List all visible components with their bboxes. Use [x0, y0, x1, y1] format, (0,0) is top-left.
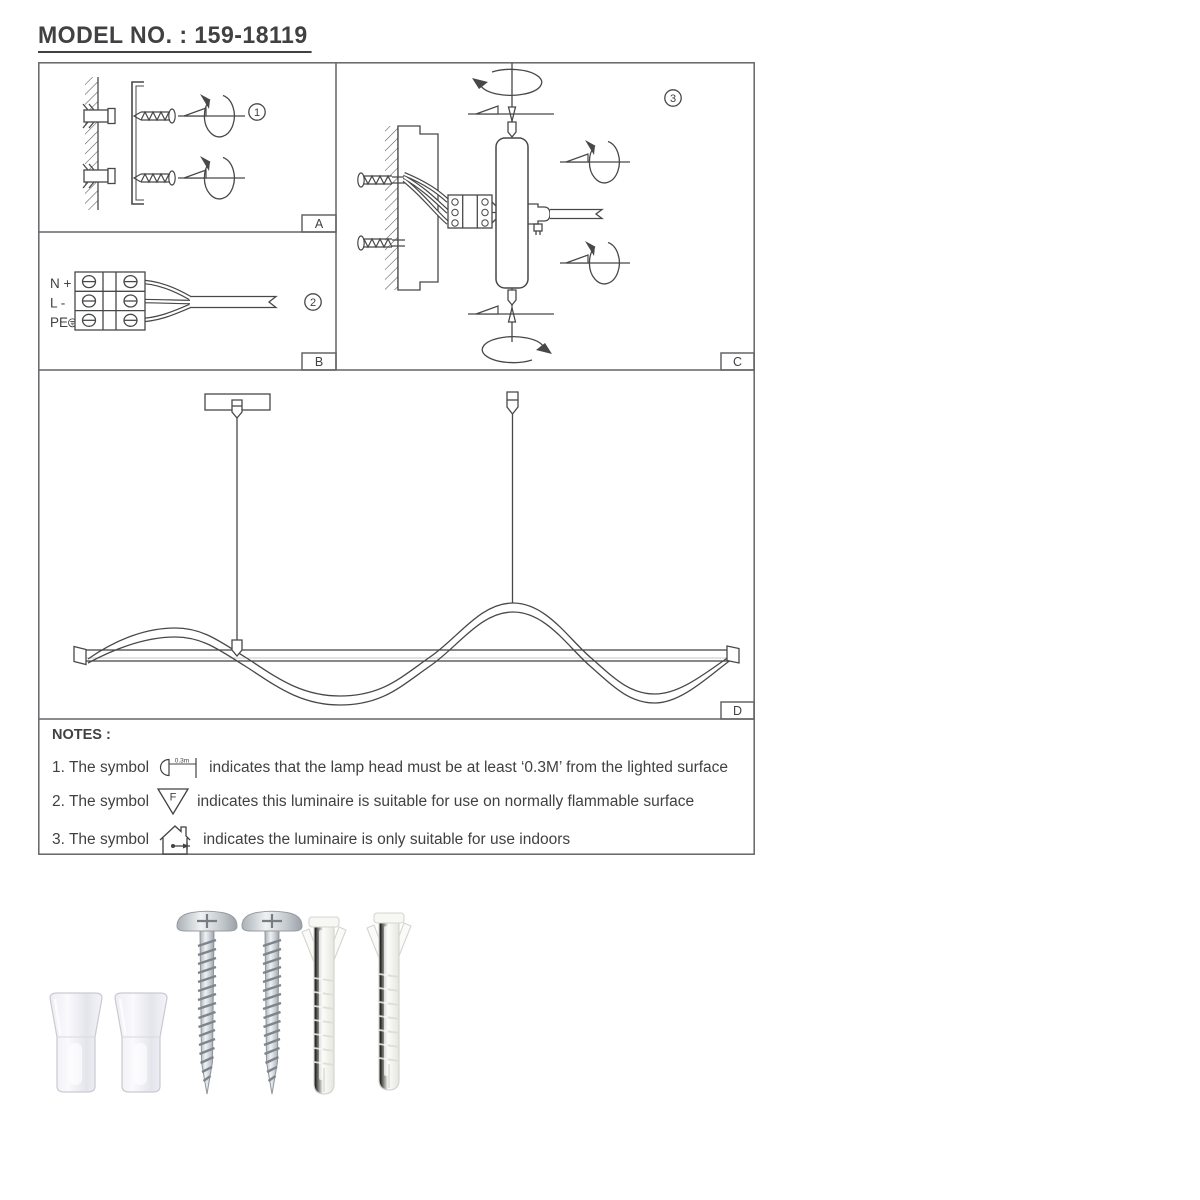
panel-b [50, 272, 321, 330]
screw-icon [134, 171, 175, 185]
rotate-arrow-icon [472, 69, 542, 95]
wire-connector [50, 993, 102, 1092]
step-1-badge [249, 104, 265, 120]
cord-grip [528, 204, 550, 235]
insert-arrow-icon [566, 154, 588, 162]
model-number-title: MODEL NO. : 159-18119 [38, 22, 311, 53]
supply-cable [550, 210, 602, 219]
panel-d-label: D [732, 704, 743, 718]
indoor-use-icon [156, 823, 196, 856]
svg-text:2: 2 [309, 297, 317, 309]
svg-text:3: 3 [669, 93, 677, 105]
cord-connector [508, 290, 516, 305]
step-3-badge [665, 90, 681, 106]
lamp-distance-icon [156, 756, 202, 780]
insert-arrow-icon [184, 170, 206, 178]
insert-arrow-icon [476, 306, 498, 314]
supply-cable [190, 297, 276, 308]
notes-section [52, 727, 744, 863]
wall-anchor [302, 917, 346, 1094]
svg-text:1: 1 [253, 107, 261, 119]
note-prefix: 1. The symbol [52, 759, 150, 776]
panel-a-label: A [314, 217, 324, 231]
mounting-bracket [132, 82, 144, 204]
mounting-screw [242, 911, 302, 1094]
note-item [52, 823, 744, 856]
terminal-block [75, 272, 145, 330]
lamp-bar [74, 646, 739, 665]
panel-c-label: C [732, 355, 743, 369]
cord-connector [507, 392, 518, 414]
pendant-canopy [496, 138, 528, 288]
wave-light-tube [88, 603, 732, 705]
terminal-label-neutral: N + [50, 276, 72, 291]
cord-connector [508, 122, 516, 137]
hardware-parts [40, 898, 420, 1103]
wall-hatch [85, 77, 98, 210]
wall-hatch [385, 126, 398, 290]
terminal-label-earth: PE [50, 314, 69, 330]
note-suffix: indicates that the lamp head must be at least ‘0.3M’ from the lighted surface [209, 759, 729, 776]
mounting-screw [177, 911, 237, 1094]
svg-text:0.3m: 0.3m [174, 757, 190, 765]
notes-heading: NOTES : [52, 727, 111, 743]
wall-anchor [367, 913, 411, 1090]
insert-arrow-icon [184, 108, 206, 116]
insert-arrow-icon [566, 255, 588, 263]
cord-connector [232, 400, 242, 418]
wire-connector [115, 993, 167, 1092]
note-item [52, 787, 744, 816]
step-2-badge [305, 294, 321, 310]
note-item [52, 756, 744, 780]
rotate-arrow-icon [482, 337, 552, 363]
screw-icon [134, 109, 175, 123]
note-prefix: 3. The symbol [52, 830, 150, 848]
panel-d [74, 392, 739, 705]
terminal-label-live: L - [50, 295, 66, 311]
svg-text:F: F [169, 791, 177, 804]
note-prefix: 2. The symbol [52, 792, 150, 810]
note-suffix: indicates the luminaire is only suitable for use indoors [203, 830, 571, 848]
panel-b-label: B [314, 355, 324, 369]
note-suffix: indicates this luminaire is suitable for use on normally flammable surface [197, 792, 695, 810]
insert-arrow-icon [476, 106, 498, 114]
flammable-surface-icon [156, 787, 190, 816]
panel-a [83, 77, 265, 210]
panel-c [358, 63, 681, 363]
